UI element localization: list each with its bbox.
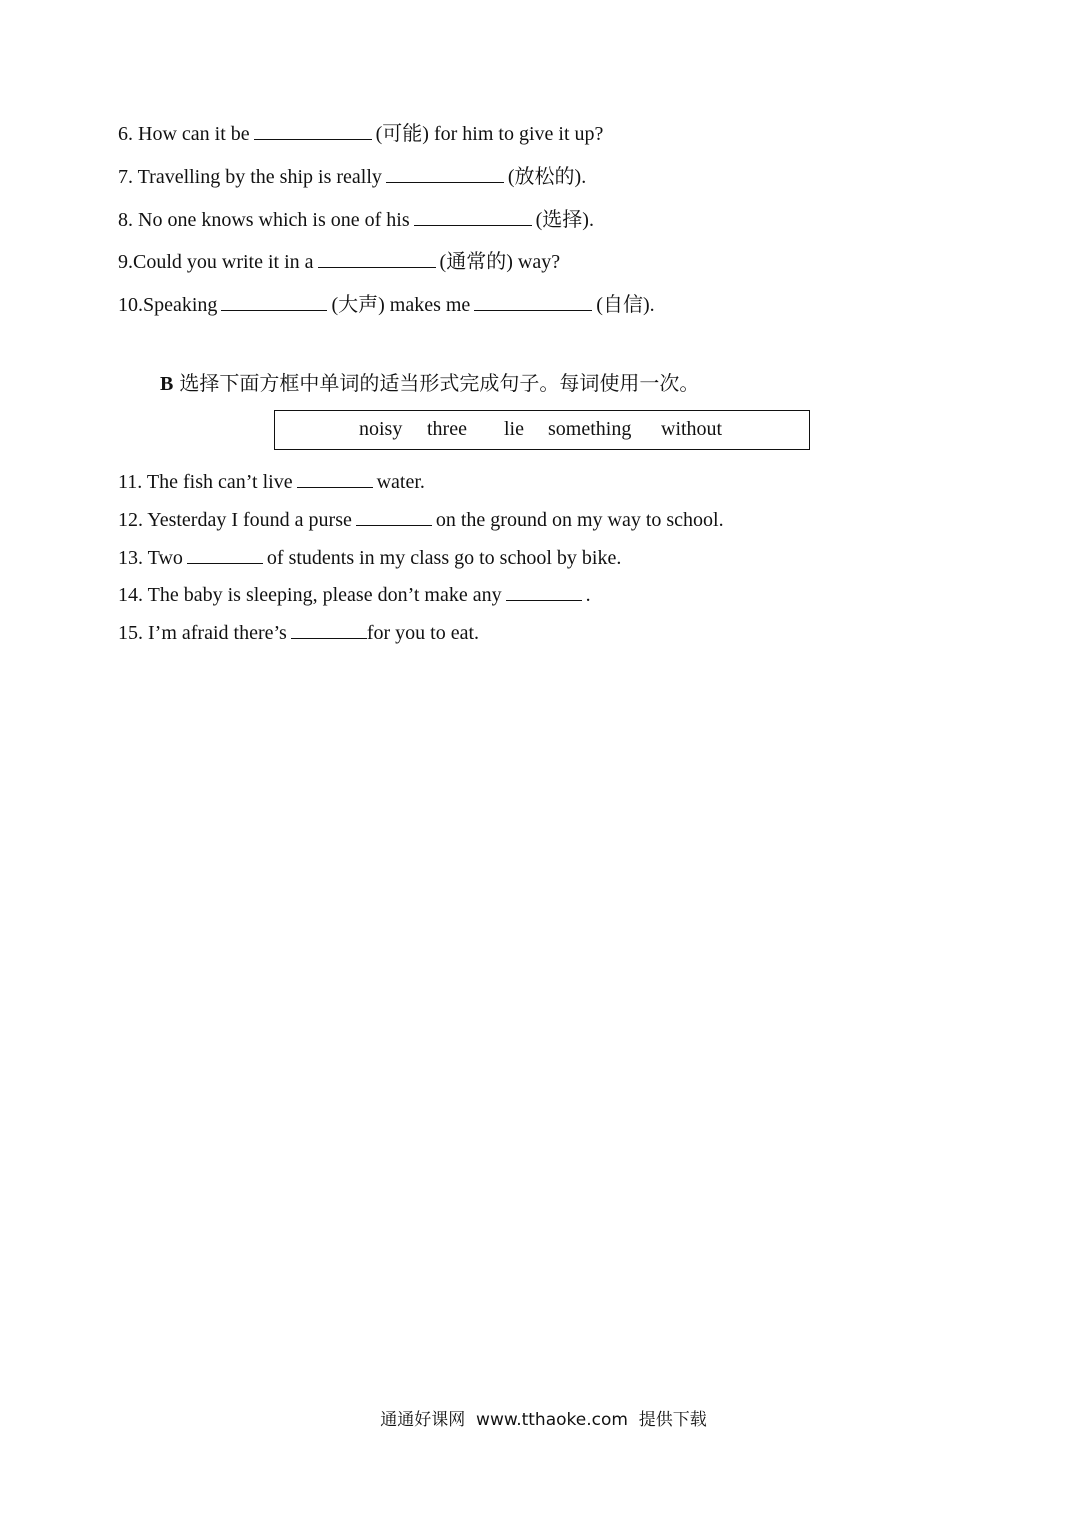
section-b-heading (160, 371, 699, 396)
answer-blank[interactable] (318, 249, 436, 268)
word-bank-item: noisy (359, 418, 403, 440)
question-number: 14. (118, 584, 143, 606)
answer-blank[interactable] (254, 121, 372, 140)
question-number: 12. (118, 509, 143, 531)
question-text: Speaking (143, 294, 218, 316)
section-label: B (160, 373, 174, 395)
word-bank-item: something (548, 418, 632, 440)
chinese-hint: (通常的) (439, 251, 513, 273)
chinese-hint: (大声) (331, 294, 385, 316)
question-text: Travelling by the ship is really (137, 166, 382, 188)
footer-url[interactable]: www.tthaoke.com (476, 1410, 628, 1430)
question-14 (118, 582, 591, 607)
question-15 (118, 620, 479, 645)
question-number: 8. (118, 209, 133, 231)
question-number: 10. (118, 294, 143, 316)
answer-blank[interactable] (356, 507, 432, 526)
answer-blank[interactable] (297, 469, 373, 488)
section-instruction: 选择下面方框中单词的适当形式完成句子。每词使用一次。 (179, 371, 700, 395)
word-bank (274, 410, 810, 450)
question-text: for you to eat. (366, 622, 480, 644)
answer-blank[interactable] (187, 545, 263, 564)
question-number: 15. (118, 622, 143, 644)
footer-site-name: 通通好课网 (380, 1410, 466, 1430)
word-bank-item: three (427, 418, 467, 440)
question-number: 6. (118, 123, 133, 145)
answer-blank[interactable] (414, 207, 532, 226)
question-number: 11. (118, 471, 143, 493)
question-6 (118, 121, 603, 146)
question-text: Could you write it in a (133, 251, 314, 273)
question-text: I’m afraid there’s (148, 622, 287, 644)
question-number: 7. (118, 166, 133, 188)
answer-blank[interactable] (506, 582, 582, 601)
chinese-hint: (自信). (596, 294, 655, 316)
question-number: 9. (118, 251, 133, 273)
question-12 (118, 507, 724, 532)
question-text: for him to give it up? (433, 123, 604, 145)
question-text: Yesterday I found a purse (147, 509, 352, 531)
question-text: The baby is sleeping, please don’t make any (147, 584, 502, 606)
question-text: water. (376, 471, 425, 493)
word-bank-item: without (661, 418, 723, 440)
question-text: way? (517, 251, 561, 273)
question-8 (118, 207, 594, 232)
question-13 (118, 545, 621, 570)
question-text: on the ground on my way to school. (435, 509, 724, 531)
question-text: makes me (389, 294, 471, 316)
question-text: No one knows which is one of his (138, 209, 410, 231)
question-9 (118, 249, 560, 274)
page-footer (0, 1408, 1087, 1432)
question-text: of students in my class go to school by bike. (266, 547, 622, 569)
question-text: The fish can’t live (146, 471, 293, 493)
chinese-hint: (可能) (375, 123, 429, 145)
answer-blank[interactable] (386, 164, 504, 183)
word-bank-item: lie (504, 418, 524, 440)
answer-blank[interactable] (291, 620, 367, 639)
chinese-hint: (选择). (535, 209, 594, 231)
question-text: Two (147, 547, 183, 569)
question-number: 13. (118, 547, 143, 569)
answer-blank[interactable] (474, 292, 592, 311)
question-11 (118, 469, 425, 494)
question-7 (118, 164, 586, 189)
question-text: How can it be (138, 123, 250, 145)
answer-blank[interactable] (221, 292, 327, 311)
chinese-hint: (放松的). (507, 166, 587, 188)
question-10 (118, 292, 655, 317)
question-text: . (585, 584, 591, 606)
footer-suffix: 提供下载 (638, 1410, 707, 1430)
